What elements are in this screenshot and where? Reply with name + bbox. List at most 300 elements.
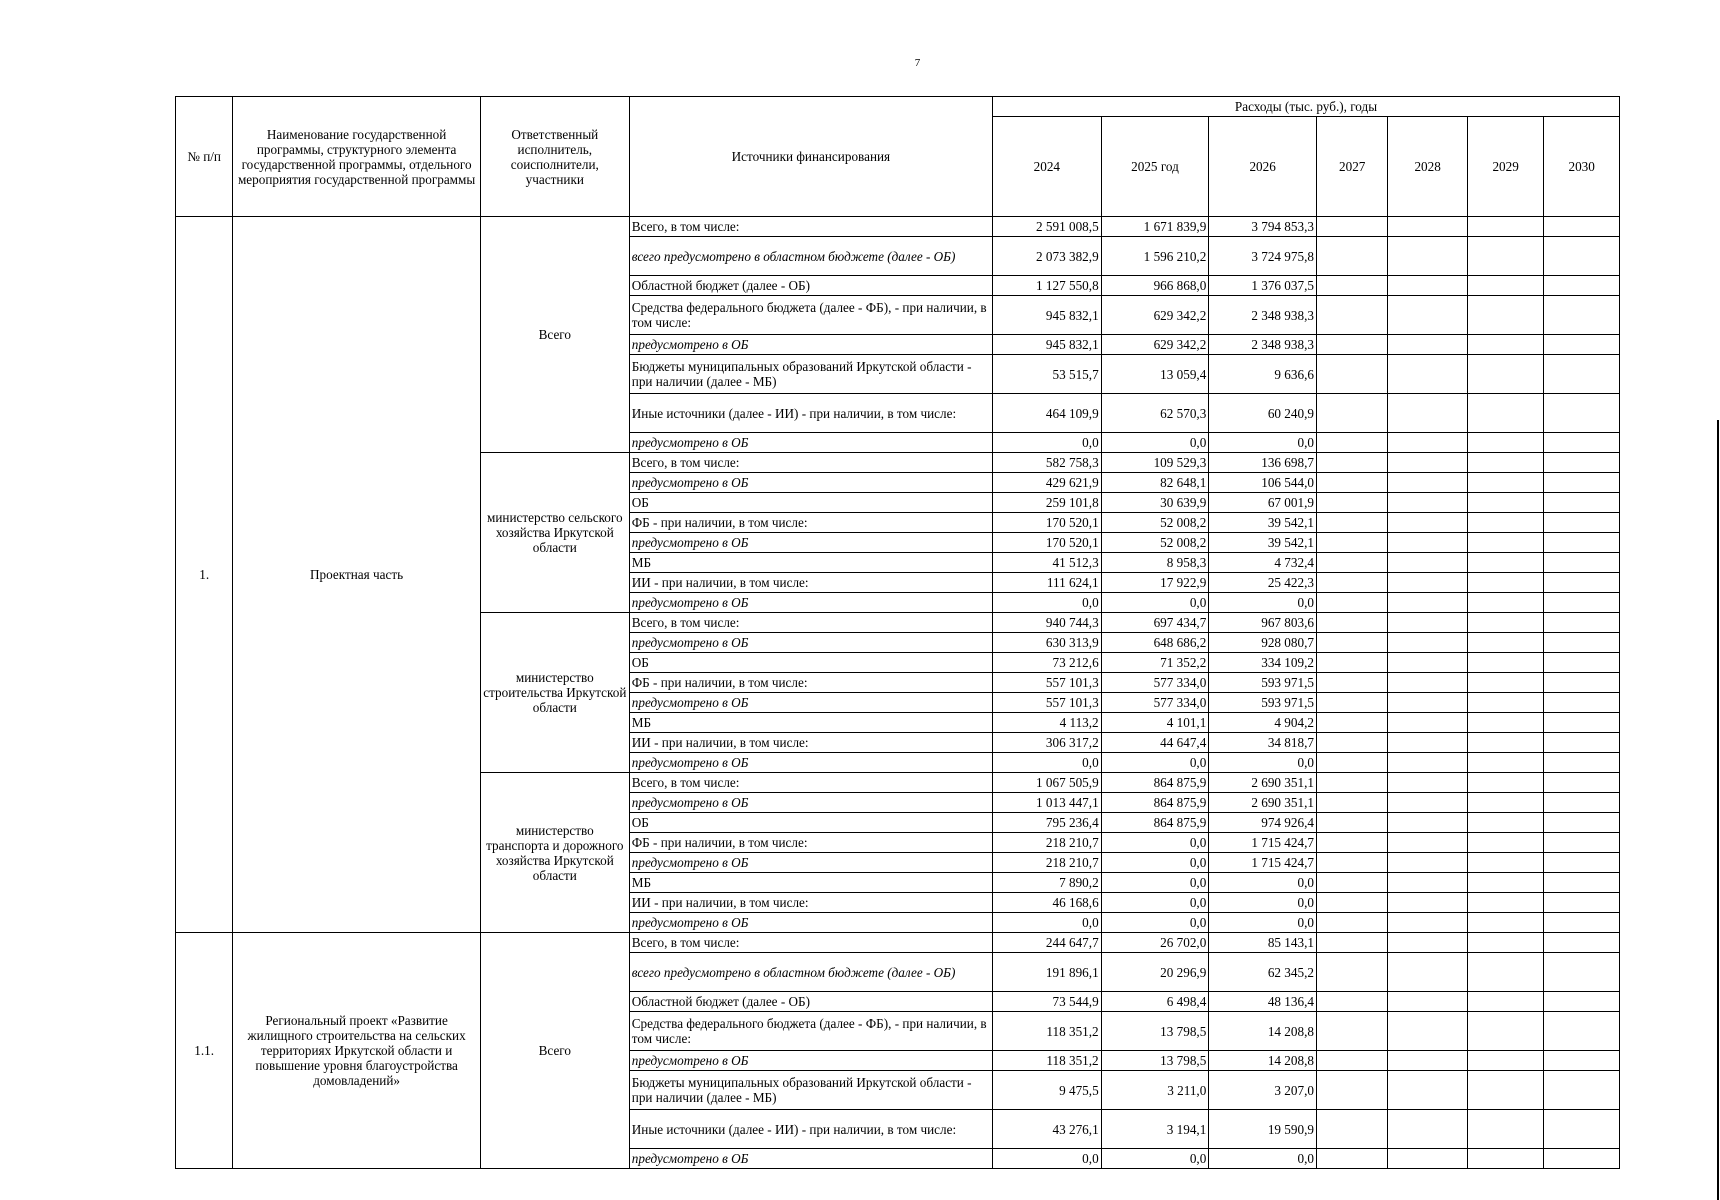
- amount-cell: [1467, 992, 1543, 1012]
- amount-cell: [1388, 813, 1467, 833]
- funding-source: предусмотрено в ОБ: [629, 633, 992, 653]
- funding-source: предусмотрено в ОБ: [629, 1051, 992, 1071]
- amount-cell: [1467, 276, 1543, 296]
- amount-cell: [1388, 573, 1467, 593]
- amount-cell: 2 073 382,9: [993, 237, 1102, 276]
- amount-cell: 593 971,5: [1209, 693, 1317, 713]
- executor-cell: министерство сельского хозяйства Иркутской области: [480, 453, 629, 613]
- amount-cell: 0,0: [1101, 753, 1209, 773]
- amount-cell: 3 194,1: [1101, 1110, 1209, 1149]
- amount-cell: [1316, 513, 1387, 533]
- amount-cell: [1388, 394, 1467, 433]
- amount-cell: [1388, 773, 1467, 793]
- amount-cell: [1316, 217, 1387, 237]
- amount-cell: [1316, 433, 1387, 453]
- amount-cell: [1467, 513, 1543, 533]
- amount-cell: 34 818,7: [1209, 733, 1317, 753]
- amount-cell: 864 875,9: [1101, 793, 1209, 813]
- funding-source: предусмотрено в ОБ: [629, 753, 992, 773]
- funding-source: предусмотрено в ОБ: [629, 913, 992, 933]
- amount-cell: [1467, 573, 1543, 593]
- amount-cell: 52 008,2: [1101, 533, 1209, 553]
- amount-cell: 1 013 447,1: [993, 793, 1102, 813]
- funding-source: ОБ: [629, 653, 992, 673]
- amount-cell: 306 317,2: [993, 733, 1102, 753]
- amount-cell: 26 702,0: [1101, 933, 1209, 953]
- amount-cell: 1 067 505,9: [993, 773, 1102, 793]
- amount-cell: [1544, 237, 1620, 276]
- header-year: 2028: [1388, 117, 1467, 217]
- amount-cell: 1 715 424,7: [1209, 833, 1317, 853]
- funding-source: предусмотрено в ОБ: [629, 1149, 992, 1169]
- amount-cell: [1544, 453, 1620, 473]
- amount-cell: [1544, 335, 1620, 355]
- amount-cell: [1544, 613, 1620, 633]
- amount-cell: 67 001,9: [1209, 493, 1317, 513]
- amount-cell: [1388, 1110, 1467, 1149]
- amount-cell: [1467, 793, 1543, 813]
- funding-source: предусмотрено в ОБ: [629, 793, 992, 813]
- amount-cell: [1467, 873, 1543, 893]
- table-row: [176, 217, 1620, 237]
- amount-cell: [1544, 573, 1620, 593]
- amount-cell: 648 686,2: [1101, 633, 1209, 653]
- amount-cell: 30 639,9: [1101, 493, 1209, 513]
- header-year: 2024: [993, 117, 1102, 217]
- amount-cell: [1544, 873, 1620, 893]
- amount-cell: 0,0: [1209, 873, 1317, 893]
- amount-cell: [1544, 793, 1620, 813]
- amount-cell: 577 334,0: [1101, 693, 1209, 713]
- amount-cell: [1544, 733, 1620, 753]
- amount-cell: 244 647,7: [993, 933, 1102, 953]
- funding-source: Всего, в том числе:: [629, 217, 992, 237]
- amount-cell: 53 515,7: [993, 355, 1102, 394]
- amount-cell: 39 542,1: [1209, 533, 1317, 553]
- amount-cell: 864 875,9: [1101, 813, 1209, 833]
- amount-cell: [1316, 953, 1387, 992]
- funding-source: Средства федерального бюджета (далее - ФБ), - при наличии, в том числе:: [629, 1012, 992, 1051]
- amount-cell: [1544, 1149, 1620, 1169]
- table-body: [176, 217, 1620, 1169]
- amount-cell: [1388, 296, 1467, 335]
- amount-cell: [1316, 992, 1387, 1012]
- amount-cell: [1544, 513, 1620, 533]
- executor-cell: Всего: [480, 933, 629, 1169]
- amount-cell: 111 624,1: [993, 573, 1102, 593]
- amount-cell: [1467, 394, 1543, 433]
- amount-cell: 4 101,1: [1101, 713, 1209, 733]
- amount-cell: [1388, 613, 1467, 633]
- funding-source: Иные источники (далее - ИИ) - при наличии, в том числе:: [629, 394, 992, 433]
- amount-cell: [1388, 513, 1467, 533]
- amount-cell: [1388, 276, 1467, 296]
- executor-cell: Всего: [480, 217, 629, 453]
- amount-cell: 6 498,4: [1101, 992, 1209, 1012]
- amount-cell: [1316, 813, 1387, 833]
- funding-source: Областной бюджет (далее - ОБ): [629, 276, 992, 296]
- amount-cell: [1544, 1012, 1620, 1051]
- funding-source: МБ: [629, 713, 992, 733]
- amount-cell: [1316, 633, 1387, 653]
- funding-source: МБ: [629, 873, 992, 893]
- amount-cell: 864 875,9: [1101, 773, 1209, 793]
- amount-cell: [1467, 533, 1543, 553]
- amount-cell: [1316, 473, 1387, 493]
- amount-cell: [1388, 1071, 1467, 1110]
- funding-source: Областной бюджет (далее - ОБ): [629, 992, 992, 1012]
- amount-cell: 0,0: [993, 433, 1102, 453]
- amount-cell: [1544, 893, 1620, 913]
- funding-source: Бюджеты муниципальных образований Иркутской области - при наличии (далее - МБ): [629, 1071, 992, 1110]
- amount-cell: [1388, 653, 1467, 673]
- funding-source: Иные источники (далее - ИИ) - при наличии, в том числе:: [629, 1110, 992, 1149]
- amount-cell: [1316, 673, 1387, 693]
- amount-cell: 2 690 351,1: [1209, 773, 1317, 793]
- amount-cell: [1316, 753, 1387, 773]
- amount-cell: [1544, 533, 1620, 553]
- amount-cell: 136 698,7: [1209, 453, 1317, 473]
- amount-cell: [1467, 633, 1543, 653]
- amount-cell: 334 109,2: [1209, 653, 1317, 673]
- amount-cell: [1467, 1110, 1543, 1149]
- amount-cell: 259 101,8: [993, 493, 1102, 513]
- amount-cell: [1467, 553, 1543, 573]
- amount-cell: [1544, 713, 1620, 733]
- amount-cell: 966 868,0: [1101, 276, 1209, 296]
- amount-cell: [1544, 1071, 1620, 1110]
- amount-cell: 1 671 839,9: [1101, 217, 1209, 237]
- amount-cell: [1467, 1012, 1543, 1051]
- amount-cell: 8 958,3: [1101, 553, 1209, 573]
- amount-cell: 0,0: [993, 1149, 1102, 1169]
- amount-cell: 1 127 550,8: [993, 276, 1102, 296]
- amount-cell: 0,0: [1101, 1149, 1209, 1169]
- funding-source: Всего, в том числе:: [629, 773, 992, 793]
- amount-cell: [1316, 573, 1387, 593]
- amount-cell: 557 101,3: [993, 673, 1102, 693]
- amount-cell: 170 520,1: [993, 533, 1102, 553]
- amount-cell: 48 136,4: [1209, 992, 1317, 1012]
- amount-cell: [1316, 693, 1387, 713]
- amount-cell: [1467, 913, 1543, 933]
- amount-cell: [1316, 933, 1387, 953]
- amount-cell: 82 648,1: [1101, 473, 1209, 493]
- header-year: 2029: [1467, 117, 1543, 217]
- funding-source: ФБ - при наличии, в том числе:: [629, 673, 992, 693]
- amount-cell: 630 313,9: [993, 633, 1102, 653]
- amount-cell: 629 342,2: [1101, 335, 1209, 355]
- amount-cell: [1316, 1071, 1387, 1110]
- amount-cell: [1316, 533, 1387, 553]
- amount-cell: [1467, 433, 1543, 453]
- amount-cell: 109 529,3: [1101, 453, 1209, 473]
- funding-source: предусмотрено в ОБ: [629, 473, 992, 493]
- amount-cell: [1316, 653, 1387, 673]
- amount-cell: 429 621,9: [993, 473, 1102, 493]
- amount-cell: [1316, 1051, 1387, 1071]
- amount-cell: 0,0: [1101, 833, 1209, 853]
- program-name: Региональный проект «Развитие жилищного строительства на сельских территориях Иркутской области и повышение уровня благоустройства домовладений»: [233, 933, 481, 1169]
- amount-cell: [1316, 453, 1387, 473]
- amount-cell: [1316, 913, 1387, 933]
- amount-cell: 0,0: [1101, 893, 1209, 913]
- amount-cell: [1467, 1071, 1543, 1110]
- amount-cell: [1544, 394, 1620, 433]
- funding-source: предусмотрено в ОБ: [629, 335, 992, 355]
- amount-cell: [1544, 992, 1620, 1012]
- amount-cell: [1544, 813, 1620, 833]
- funding-source: МБ: [629, 553, 992, 573]
- amount-cell: 9 636,6: [1209, 355, 1317, 394]
- amount-cell: [1544, 913, 1620, 933]
- amount-cell: 19 590,9: [1209, 1110, 1317, 1149]
- amount-cell: 2 348 938,3: [1209, 296, 1317, 335]
- amount-cell: 945 832,1: [993, 335, 1102, 355]
- amount-cell: [1316, 613, 1387, 633]
- amount-cell: [1467, 296, 1543, 335]
- amount-cell: [1467, 813, 1543, 833]
- amount-cell: 106 544,0: [1209, 473, 1317, 493]
- amount-cell: [1316, 593, 1387, 613]
- amount-cell: 9 475,5: [993, 1071, 1102, 1110]
- amount-cell: [1544, 276, 1620, 296]
- amount-cell: [1467, 613, 1543, 633]
- funding-source: Бюджеты муниципальных образований Иркутской области - при наличии (далее - МБ): [629, 355, 992, 394]
- amount-cell: 4 732,4: [1209, 553, 1317, 573]
- amount-cell: [1544, 593, 1620, 613]
- amount-cell: 43 276,1: [993, 1110, 1102, 1149]
- amount-cell: [1467, 833, 1543, 853]
- amount-cell: 13 798,5: [1101, 1051, 1209, 1071]
- amount-cell: [1388, 853, 1467, 873]
- amount-cell: [1388, 553, 1467, 573]
- amount-cell: [1388, 493, 1467, 513]
- amount-cell: [1467, 453, 1543, 473]
- amount-cell: [1316, 1110, 1387, 1149]
- amount-cell: 39 542,1: [1209, 513, 1317, 533]
- amount-cell: 3 724 975,8: [1209, 237, 1317, 276]
- amount-cell: 191 896,1: [993, 953, 1102, 992]
- amount-cell: [1544, 217, 1620, 237]
- amount-cell: 2 348 938,3: [1209, 335, 1317, 355]
- amount-cell: [1388, 335, 1467, 355]
- header-year: 2030: [1544, 117, 1620, 217]
- amount-cell: 0,0: [1209, 593, 1317, 613]
- amount-cell: [1388, 713, 1467, 733]
- header-executor: Ответственный исполнитель, соисполнители, участники: [480, 97, 629, 217]
- amount-cell: [1467, 355, 1543, 394]
- amount-cell: [1544, 853, 1620, 873]
- amount-cell: [1544, 673, 1620, 693]
- amount-cell: 593 971,5: [1209, 673, 1317, 693]
- amount-cell: 62 345,2: [1209, 953, 1317, 992]
- scan-edge-line: [1717, 420, 1719, 1200]
- amount-cell: 2 690 351,1: [1209, 793, 1317, 813]
- amount-cell: [1388, 217, 1467, 237]
- amount-cell: 0,0: [993, 593, 1102, 613]
- amount-cell: [1388, 1149, 1467, 1169]
- amount-cell: 2 591 008,5: [993, 217, 1102, 237]
- amount-cell: [1544, 833, 1620, 853]
- header-expenses: Расходы (тыс. руб.), годы: [993, 97, 1620, 117]
- amount-cell: [1467, 237, 1543, 276]
- amount-cell: [1544, 1110, 1620, 1149]
- funding-source: ИИ - при наличии, в том числе:: [629, 733, 992, 753]
- amount-cell: [1544, 633, 1620, 653]
- amount-cell: [1316, 276, 1387, 296]
- funding-source: Всего, в том числе:: [629, 933, 992, 953]
- amount-cell: 464 109,9: [993, 394, 1102, 433]
- amount-cell: 62 570,3: [1101, 394, 1209, 433]
- amount-cell: [1544, 753, 1620, 773]
- funding-source: ФБ - при наличии, в том числе:: [629, 513, 992, 533]
- funding-source: Всего, в том числе:: [629, 453, 992, 473]
- amount-cell: [1316, 833, 1387, 853]
- amount-cell: [1467, 473, 1543, 493]
- amount-cell: 0,0: [1101, 913, 1209, 933]
- amount-cell: [1467, 893, 1543, 913]
- amount-cell: 71 352,2: [1101, 653, 1209, 673]
- amount-cell: [1467, 653, 1543, 673]
- amount-cell: 14 208,8: [1209, 1012, 1317, 1051]
- amount-cell: [1388, 1012, 1467, 1051]
- amount-cell: 0,0: [993, 753, 1102, 773]
- amount-cell: [1544, 296, 1620, 335]
- amount-cell: [1544, 355, 1620, 394]
- amount-cell: 1 596 210,2: [1101, 237, 1209, 276]
- amount-cell: [1467, 335, 1543, 355]
- amount-cell: [1388, 833, 1467, 853]
- amount-cell: 4 904,2: [1209, 713, 1317, 733]
- amount-cell: 73 544,9: [993, 992, 1102, 1012]
- amount-cell: [1388, 1051, 1467, 1071]
- amount-cell: 940 744,3: [993, 613, 1102, 633]
- amount-cell: 0,0: [1101, 433, 1209, 453]
- amount-cell: [1467, 853, 1543, 873]
- funding-source: ОБ: [629, 493, 992, 513]
- amount-cell: 73 212,6: [993, 653, 1102, 673]
- funding-source: предусмотрено в ОБ: [629, 533, 992, 553]
- funding-source: предусмотрено в ОБ: [629, 433, 992, 453]
- amount-cell: 557 101,3: [993, 693, 1102, 713]
- amount-cell: [1544, 953, 1620, 992]
- amount-cell: 17 922,9: [1101, 573, 1209, 593]
- amount-cell: [1467, 693, 1543, 713]
- amount-cell: 41 512,3: [993, 553, 1102, 573]
- amount-cell: [1467, 713, 1543, 733]
- funding-source: ИИ - при наличии, в том числе:: [629, 893, 992, 913]
- amount-cell: [1316, 335, 1387, 355]
- amount-cell: [1544, 693, 1620, 713]
- amount-cell: 218 210,7: [993, 853, 1102, 873]
- amount-cell: [1467, 753, 1543, 773]
- amount-cell: [1388, 693, 1467, 713]
- amount-cell: [1467, 1051, 1543, 1071]
- amount-cell: [1388, 933, 1467, 953]
- amount-cell: 25 422,3: [1209, 573, 1317, 593]
- amount-cell: 0,0: [1209, 1149, 1317, 1169]
- amount-cell: [1467, 933, 1543, 953]
- amount-cell: [1544, 433, 1620, 453]
- funding-source: всего предусмотрено в областном бюджете (далее - ОБ): [629, 237, 992, 276]
- amount-cell: [1316, 773, 1387, 793]
- header-funding-source: Источники финансирования: [629, 97, 992, 217]
- amount-cell: 928 080,7: [1209, 633, 1317, 653]
- amount-cell: 4 113,2: [993, 713, 1102, 733]
- amount-cell: 577 334,0: [1101, 673, 1209, 693]
- amount-cell: 582 758,3: [993, 453, 1102, 473]
- amount-cell: 3 211,0: [1101, 1071, 1209, 1110]
- amount-cell: [1467, 673, 1543, 693]
- amount-cell: [1388, 453, 1467, 473]
- amount-cell: [1388, 953, 1467, 992]
- amount-cell: 7 890,2: [993, 873, 1102, 893]
- amount-cell: 218 210,7: [993, 833, 1102, 853]
- table-row: [176, 933, 1620, 953]
- amount-cell: 3 794 853,3: [1209, 217, 1317, 237]
- amount-cell: 967 803,6: [1209, 613, 1317, 633]
- amount-cell: 3 207,0: [1209, 1071, 1317, 1110]
- amount-cell: 0,0: [1209, 893, 1317, 913]
- amount-cell: [1316, 1149, 1387, 1169]
- amount-cell: [1467, 593, 1543, 613]
- amount-cell: [1388, 473, 1467, 493]
- amount-cell: [1544, 1051, 1620, 1071]
- amount-cell: [1467, 1149, 1543, 1169]
- amount-cell: 0,0: [1209, 433, 1317, 453]
- amount-cell: 118 351,2: [993, 1012, 1102, 1051]
- executor-cell: министерство транспорта и дорожного хозяйства Иркутской области: [480, 773, 629, 933]
- amount-cell: [1388, 533, 1467, 553]
- amount-cell: 44 647,4: [1101, 733, 1209, 753]
- amount-cell: 974 926,4: [1209, 813, 1317, 833]
- amount-cell: 0,0: [1101, 873, 1209, 893]
- funding-source: Средства федерального бюджета (далее - ФБ), - при наличии, в том числе:: [629, 296, 992, 335]
- amount-cell: [1544, 653, 1620, 673]
- amount-cell: [1467, 217, 1543, 237]
- amount-cell: 52 008,2: [1101, 513, 1209, 533]
- amount-cell: 1 376 037,5: [1209, 276, 1317, 296]
- amount-cell: [1467, 493, 1543, 513]
- funding-table: [175, 96, 1620, 1169]
- funding-source: ОБ: [629, 813, 992, 833]
- amount-cell: [1316, 793, 1387, 813]
- funding-source: ФБ - при наличии, в том числе:: [629, 833, 992, 853]
- amount-cell: 170 520,1: [993, 513, 1102, 533]
- amount-cell: [1316, 296, 1387, 335]
- amount-cell: 795 236,4: [993, 813, 1102, 833]
- funding-source: предусмотрено в ОБ: [629, 693, 992, 713]
- amount-cell: [1544, 553, 1620, 573]
- amount-cell: 697 434,7: [1101, 613, 1209, 633]
- amount-cell: [1316, 394, 1387, 433]
- amount-cell: [1467, 953, 1543, 992]
- amount-cell: 118 351,2: [993, 1051, 1102, 1071]
- executor-cell: министерство строительства Иркутской области: [480, 613, 629, 773]
- amount-cell: [1316, 493, 1387, 513]
- amount-cell: [1388, 992, 1467, 1012]
- row-number: 1.: [176, 217, 233, 933]
- header-num: № п/п: [176, 97, 233, 217]
- header-year: 2026: [1209, 117, 1317, 217]
- amount-cell: [1544, 933, 1620, 953]
- amount-cell: 945 832,1: [993, 296, 1102, 335]
- amount-cell: 0,0: [1101, 593, 1209, 613]
- amount-cell: 1 715 424,7: [1209, 853, 1317, 873]
- amount-cell: [1388, 793, 1467, 813]
- header-program-name: Наименование государственной программы, структурного элемента государственной программы, отдельного мероприятия государственной программы: [233, 97, 481, 217]
